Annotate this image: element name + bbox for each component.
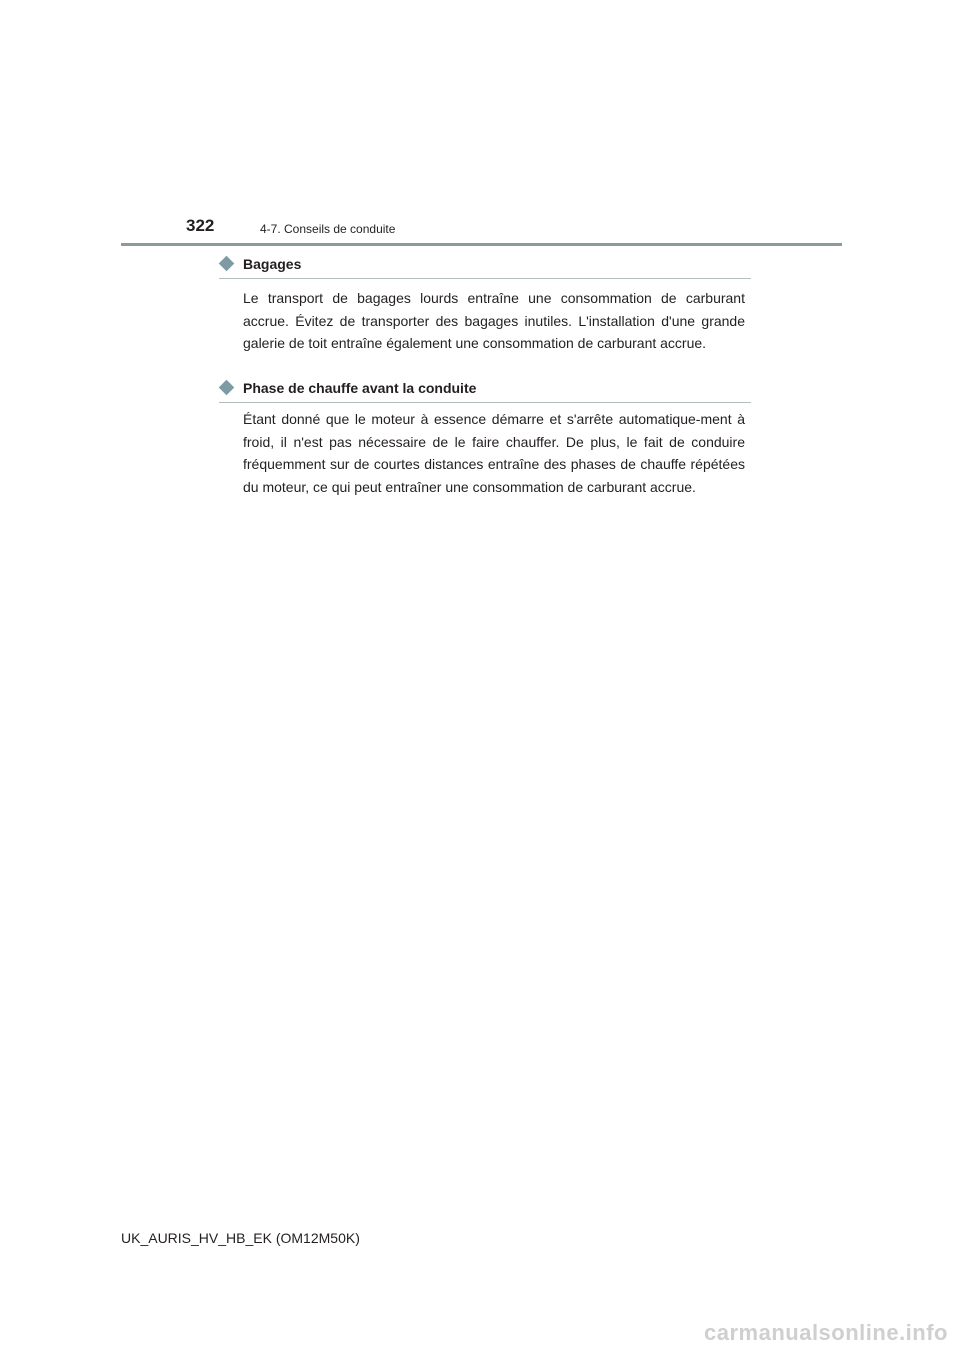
section-body-bagages: Le transport de bagages lourds entraîne une consommation de carburant accrue. Évitez de transporter des bagages inutiles. L'installation d'une grande galerie de toit entraîne également une consommation de carburant accrue. [243, 290, 745, 352]
section-heading-bagages [219, 254, 751, 279]
section-heading-phase-de-chauffe [219, 378, 751, 403]
section-title: Bagages [243, 256, 302, 272]
diamond-bullet-icon [219, 380, 235, 396]
page-number: 322 [186, 216, 215, 235]
section-body-phase-de-chauffe: Étant donné que le moteur à essence démarre et s'arrête automatique-ment à froid, il n'est pas nécessaire de le faire chauffer. De plus, le fait de conduire fréquemment sur de courtes distances entraîne des phases de chauffe répétées du moteur, ce qui peut entraîner une consommation de carburant accrue. [243, 411, 745, 495]
diamond-bullet-icon [219, 256, 235, 272]
footer-document-code: UK_AURIS_HV_HB_EK (OM12M50K) [121, 1230, 360, 1246]
header-rule [121, 243, 842, 246]
watermark: carmanualsonline.info [704, 1320, 948, 1345]
section-reference: 4-7. Conseils de conduite [260, 222, 396, 236]
section-title: Phase de chauffe avant la conduite [243, 380, 477, 396]
